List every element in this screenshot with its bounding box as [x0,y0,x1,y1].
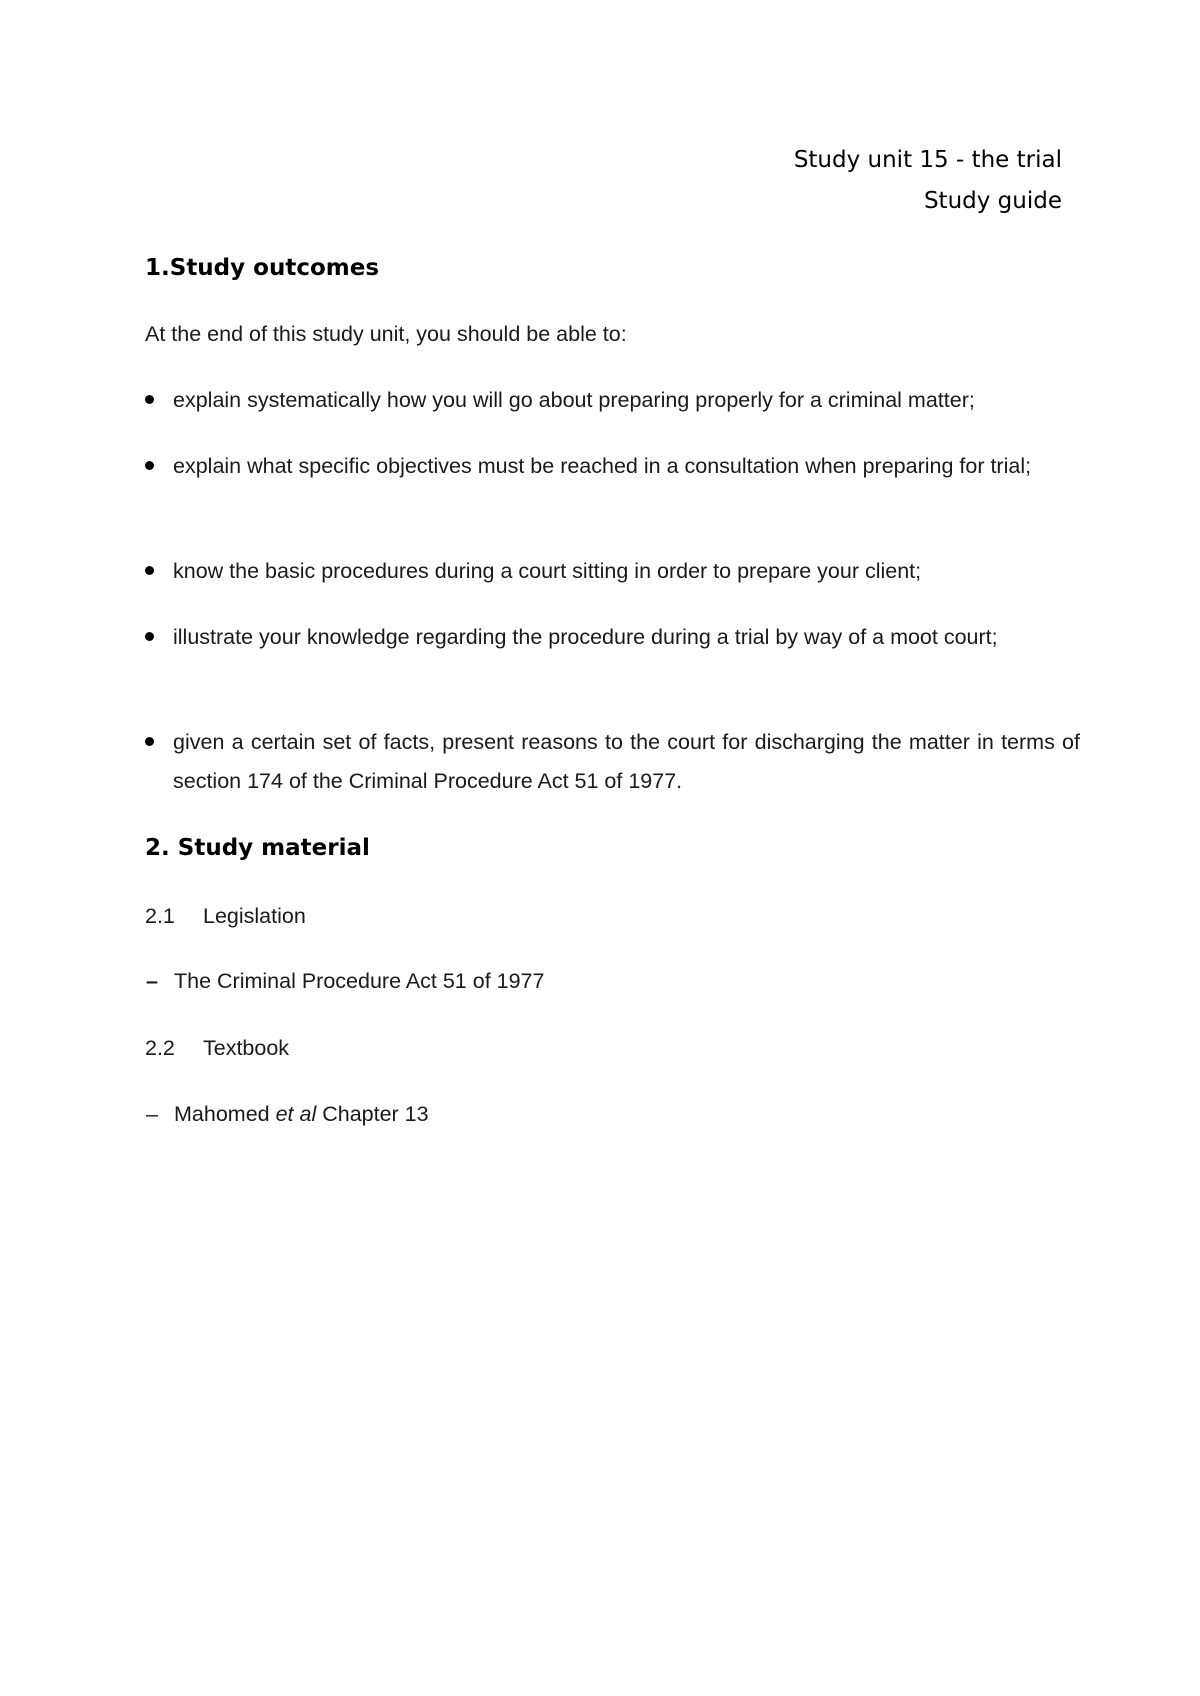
reference-et-al: et al [275,1102,317,1126]
bullet-icon [145,395,154,404]
list-item-text: illustrate your knowledge regarding the procedure during a trial by way of a moot court; [173,625,998,649]
section-heading-study-material [145,833,370,863]
document-subtitle: Study guide [923,188,1062,214]
list-item-text: explain systematically how you will go about preparing properly for a criminal matter; [173,388,975,412]
section-title: Study material [177,835,370,861]
dash-icon: – [146,1102,158,1126]
list-item-text [174,1099,429,1129]
section-heading-study-outcomes [145,253,379,283]
list-item-text: know the basic procedures during a court sitting in order to prepare your client; [173,559,922,583]
section-number: 1. [145,255,170,281]
document-title: Study unit 15 - the trial [793,147,1062,173]
list-item-text: explain what specific objectives must be reached in a consultation when preparing for trial; [173,454,1032,478]
intro-paragraph: At the end of this study unit, you should be able to: [145,322,627,346]
list-item-text: given a certain set of facts, present reasons to the court for discharging the matter in terms of section 174 of the Criminal Procedure Act 51 of 1977. [173,730,1080,793]
reference-author: Mahomed [174,1102,276,1126]
bullet-icon [145,632,154,641]
reference-chapter: Chapter 13 [316,1102,429,1126]
subsection-title: Legislation [203,904,306,928]
bullet-icon [145,566,154,575]
section-title: Study outcomes [169,255,380,281]
dash-icon: – [146,969,158,993]
list-item-text: The Criminal Procedure Act 51 of 1977 [174,969,545,993]
subsection-title: Textbook [203,1036,290,1060]
subsection-number: 2.2 [145,1036,175,1060]
section-number: 2. [145,835,170,861]
subsection-number: 2.1 [145,904,175,928]
bullet-icon [145,737,154,746]
bullet-icon [145,461,154,470]
